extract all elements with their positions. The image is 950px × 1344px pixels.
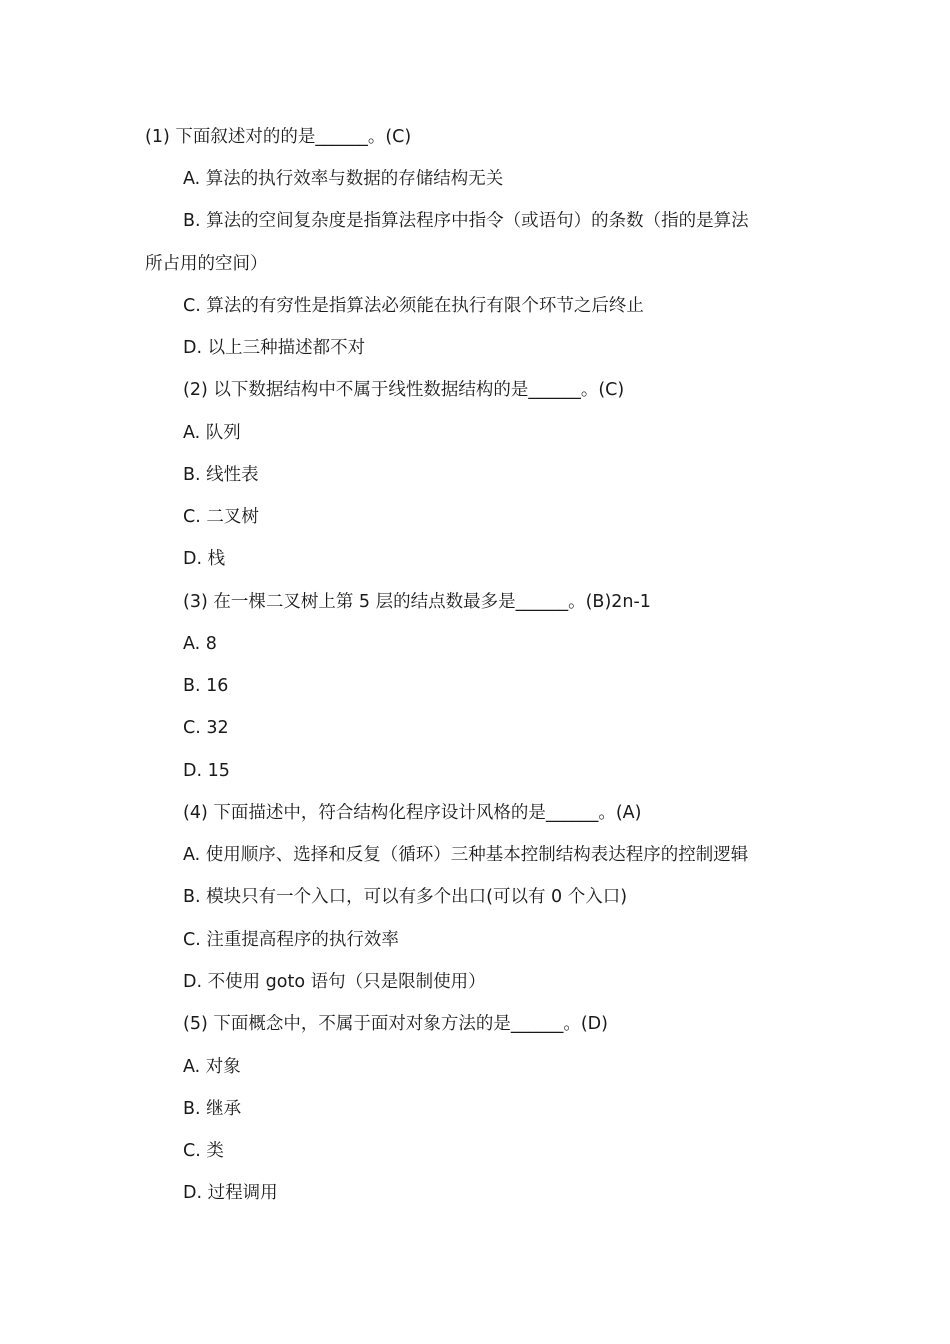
question-1-option-b: B. 算法的空间复杂度是指算法程序中指令（或语句）的条数（指的是算法 xyxy=(183,211,749,231)
question-2-option-a: A. 队列 xyxy=(183,423,241,443)
question-4-option-a: A. 使用顺序、选择和反复（循环）三种基本控制结构表达程序的控制逻辑 xyxy=(183,845,749,865)
question-3-option-d: D. 15 xyxy=(183,761,230,781)
question-3-stem: (3) 在一棵二叉树上第 5 层的结点数最多是______。(B)2n-1 xyxy=(183,592,651,612)
question-4-option-c: C. 注重提高程序的执行效率 xyxy=(183,930,399,950)
question-1-option-b-continued: 所占用的空间） xyxy=(145,254,268,274)
question-4-option-b: B. 模块只有一个入口，可以有多个出口(可以有 0 个入口) xyxy=(183,887,628,907)
question-4-stem: (4) 下面描述中，符合结构化程序设计风格的是______。(A) xyxy=(183,803,642,823)
question-1-stem: (1) 下面叙述对的的是______。(C) xyxy=(145,127,412,147)
question-1-option-a: A. 算法的执行效率与数据的存储结构无关 xyxy=(183,169,504,189)
question-5-option-d: D. 过程调用 xyxy=(183,1183,278,1203)
question-1-option-c: C. 算法的有穷性是指算法必须能在执行有限个环节之后终止 xyxy=(183,296,644,316)
question-3-option-b: B. 16 xyxy=(183,676,229,696)
question-5-option-b: B. 继承 xyxy=(183,1099,242,1119)
question-2-stem: (2) 以下数据结构中不属于线性数据结构的是______。(C) xyxy=(183,380,625,400)
question-5-option-c: C. 类 xyxy=(183,1141,224,1161)
question-2-option-d: D. 栈 xyxy=(183,549,226,569)
question-5-stem: (5) 下面概念中，不属于面对对象方法的是______。(D) xyxy=(183,1014,608,1034)
question-1-option-d: D. 以上三种描述都不对 xyxy=(183,338,366,358)
question-3-option-a: A. 8 xyxy=(183,634,217,654)
question-2-option-b: B. 线性表 xyxy=(183,465,259,485)
question-5-option-a: A. 对象 xyxy=(183,1057,241,1077)
question-2-option-c: C. 二叉树 xyxy=(183,507,259,527)
question-4-option-d: D. 不使用 goto 语句（只是限制使用） xyxy=(183,972,486,992)
question-3-option-c: C. 32 xyxy=(183,718,229,738)
